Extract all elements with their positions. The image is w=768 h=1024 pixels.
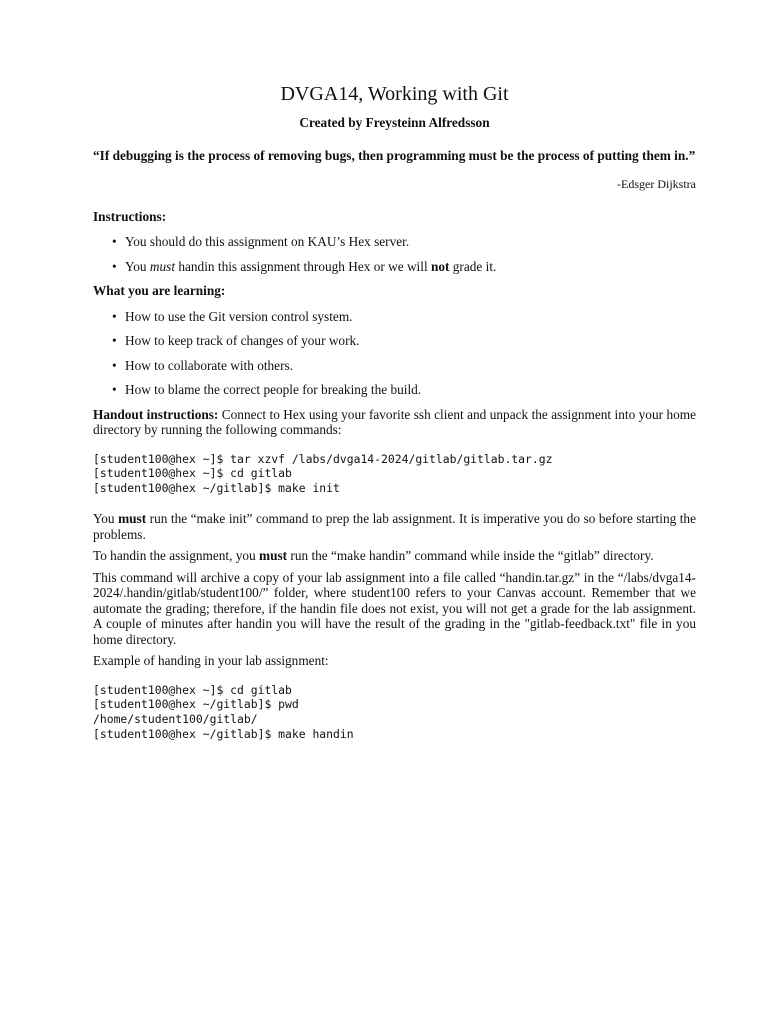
inline-text: run the “make init” command to prep the lab assignment. It is imperative you do so before starting the problems. (93, 511, 696, 542)
list-item: • How to blame the correct people for breaking the build. (125, 382, 696, 398)
handin-code-block (93, 683, 696, 741)
list-item: • How to use the Git version control system. (125, 309, 696, 325)
list-item: • How to keep track of changes of your work. (125, 333, 696, 349)
document-content (93, 82, 696, 741)
code-line: /home/student100/gitlab/ (93, 711, 258, 726)
learning-list (93, 309, 696, 398)
example-intro: Example of handing in your lab assignment: (93, 653, 329, 669)
bold-text: must (118, 511, 147, 527)
inline-text: grade it. (449, 258, 497, 274)
code-line: [student100@hex ~/gitlab]$ make handin (93, 726, 354, 741)
handout-label: Handout instructions: (93, 406, 219, 422)
handin-paragraph (93, 548, 696, 564)
inline-text: You (125, 258, 150, 274)
bold-text: not (430, 258, 450, 274)
handout-paragraph (93, 407, 696, 438)
make-init-paragraph (93, 511, 696, 542)
epigraph-attribution: -Edsger Dijkstra (617, 177, 696, 191)
handout-text: Connect to Hex using your favorite ssh client and unpack the assignment into your home directory by running the following commands: (93, 406, 696, 437)
code-line: [student100@hex ~/gitlab]$ make init (93, 480, 340, 495)
instructions-list (93, 234, 696, 274)
list-item: • You should do this assignment on KAU’s Hex server. (125, 234, 696, 250)
emphasis-text: must (149, 258, 176, 274)
list-item (125, 259, 696, 275)
epigraph-quote: “If debugging is the process of removing bugs, then programming must be the process of putting them in.” (93, 147, 696, 163)
document-title: DVGA14, Working with Git (280, 83, 509, 105)
bold-text: must (259, 548, 288, 564)
code-line: [student100@hex ~/gitlab]$ pwd (93, 697, 299, 712)
learning-heading: What you are learning: (93, 283, 226, 298)
handout-code-block (93, 452, 696, 496)
document-author: Created by Freysteinn Alfredsson (299, 115, 490, 130)
list-item: • How to collaborate with others. (125, 358, 696, 374)
inline-text: handin this assignment through Hex or we will (175, 258, 431, 274)
archive-paragraph: This command will archive a copy of your lab assignment into a file called “handin.tar.gz” in the “/labs/dvga14-2024/.handin/gitlab/student100/” folder, where student100 refers to your Canvas account. Remember that we automate the grading; therefore, if the handin file does not exist, you will not get a grade for the lab assignment. A couple of minutes after handin you will have the result of the grading in the "gitlab-feedback.txt" file in you home directory. (93, 569, 696, 647)
inline-text: You (93, 511, 119, 527)
code-line: [student100@hex ~]$ cd gitlab (93, 466, 292, 481)
code-line: [student100@hex ~]$ cd gitlab (93, 682, 292, 697)
code-line: [student100@hex ~]$ tar xzvf /labs/dvga14-2024/gitlab/gitlab.tar.gz (93, 451, 553, 466)
instructions-heading: Instructions: (93, 208, 167, 224)
inline-text: run the “make handin” command while inside the “gitlab” directory. (287, 548, 654, 564)
inline-text: To handin the assignment, you (93, 548, 259, 564)
